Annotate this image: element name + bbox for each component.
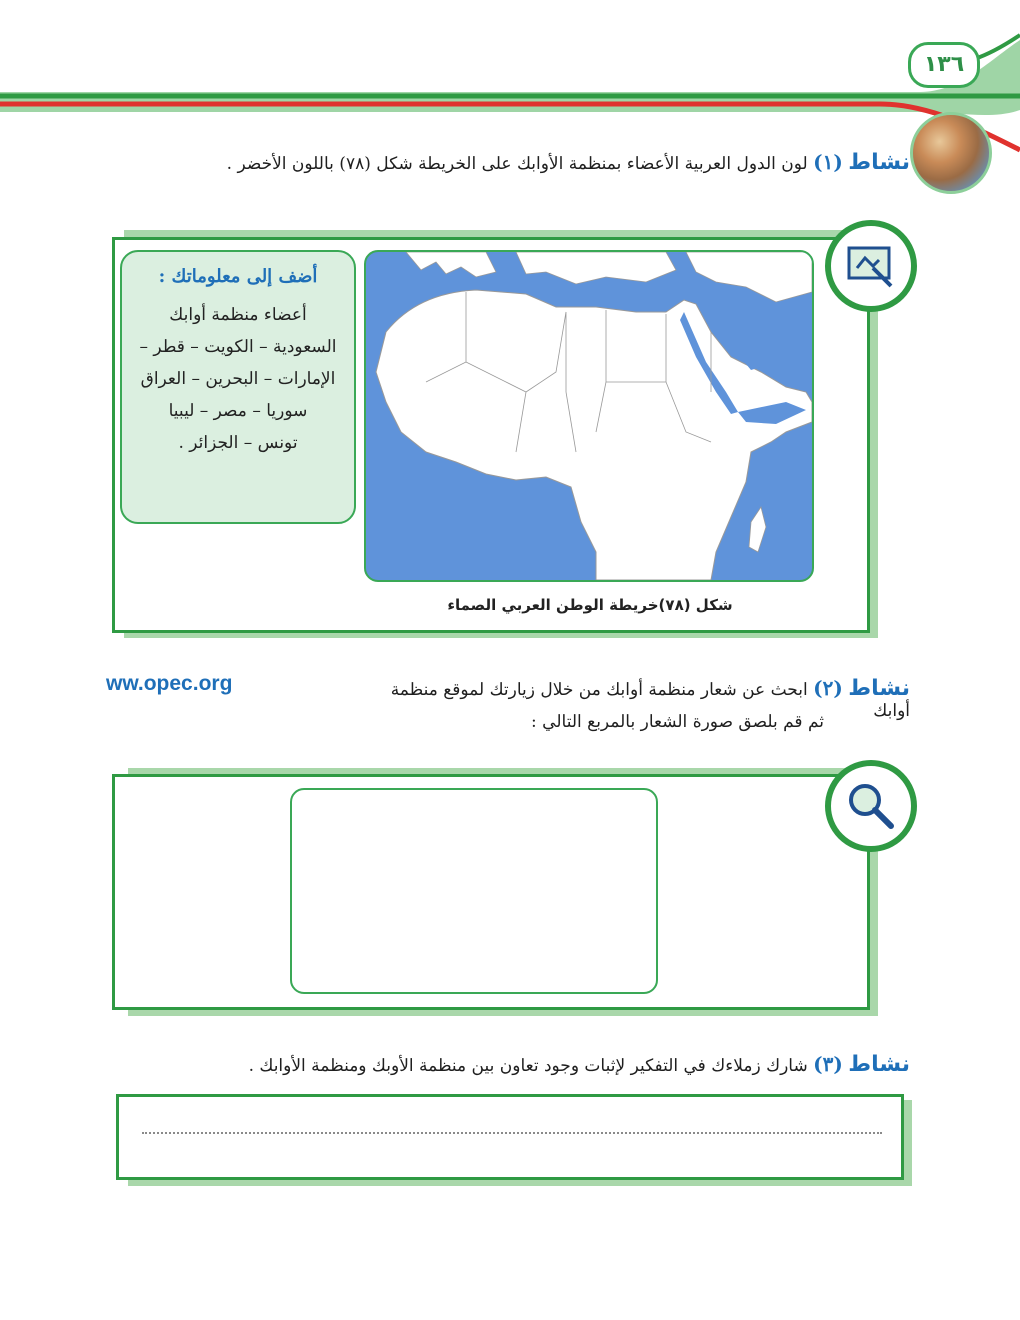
activity-1-text: لون الدول العربية الأعضاء بمنظمة الأوابك على الخريطة شكل (٧٨) باللون الأخضر .: [226, 154, 808, 174]
info-box: [120, 250, 356, 524]
activity-1: [90, 150, 910, 175]
globe-icon: [910, 112, 992, 194]
map-caption: شكل (٧٨)خريطة الوطن العربي الصماء: [447, 596, 733, 614]
info-line: تونس – الجزائر .: [178, 433, 298, 453]
info-line: سوريا – مصر – ليبيا: [168, 401, 308, 421]
activity-2-number: (٢): [813, 676, 843, 700]
page-number: ١٣٦: [908, 42, 980, 88]
activity-3-text: شارك زملاءك في التفكير لإثبات وجود تعاون بين منظمة الأوبك ومنظمة الأوابك .: [248, 1056, 808, 1076]
activity-1-title: نشاط: [848, 150, 910, 175]
activity-2-title: نشاط: [848, 676, 910, 701]
activity-3-number: (٣): [813, 1052, 843, 1076]
info-box-subtitle: أعضاء منظمة أوابك: [169, 305, 307, 325]
info-box-title: أضف إلى معلوماتك :: [158, 266, 318, 287]
magnifier-icon: [825, 760, 917, 852]
activity-3: [130, 1052, 910, 1077]
activity-1-number: (١): [813, 150, 843, 174]
opec-link[interactable]: ww.opec.org: [106, 672, 233, 695]
activity-2-text: ابحث عن شعار منظمة أوابك من خلال زيارتك لموقع منظمة أوابك: [390, 680, 910, 721]
answer-frame: [116, 1094, 904, 1180]
activity-3-title: نشاط: [848, 1052, 910, 1077]
presentation-icon: [825, 220, 917, 312]
info-line: الإمارات – البحرين – العراق: [140, 369, 336, 389]
answer-line[interactable]: [142, 1132, 882, 1134]
map-graphic: [366, 252, 812, 580]
logo-paste-area[interactable]: [290, 788, 658, 994]
info-line: السعودية – الكويت – قطر –: [139, 337, 337, 357]
blank-map: [364, 250, 814, 582]
activity-2-line2: ثم قم بلصق صورة الشعار بالمربع التالي :: [531, 712, 824, 732]
